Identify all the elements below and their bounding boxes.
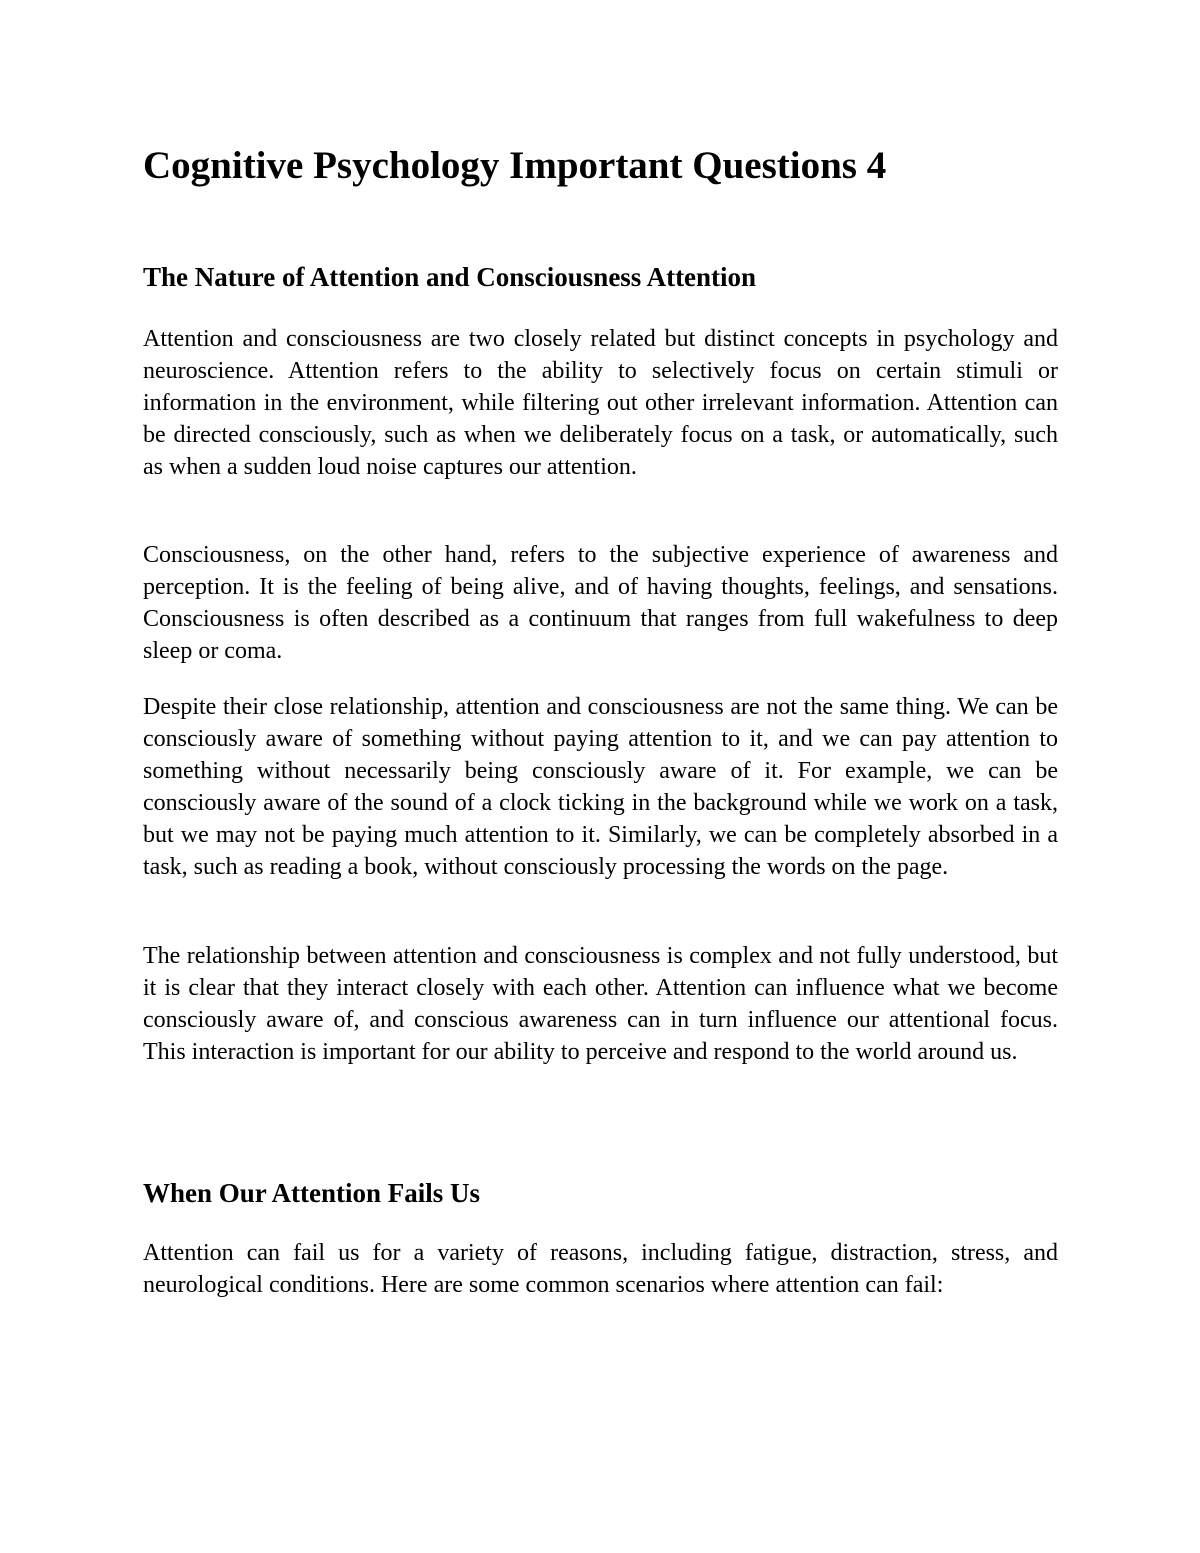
paragraph: Attention and consciousness are two closely related but distinct concepts in psychology and neuroscience. Attention refers to the ability to selectively focus on certain stimuli or information in the environment, while filtering out other irrelevant information. Attention can be directed consciously, such as when we deliberately focus on a task, or automatically, such as when a sudden loud noise captures our attention. — [143, 326, 1058, 480]
section-heading-nature-of-attention: The Nature of Attention and Consciousness Attention — [143, 262, 757, 292]
paragraph: Despite their close relationship, attention and consciousness are not the same thing. We can be consciously aware of something without paying attention to it, and we can pay attention to something without necessarily being consciously aware of it. For example, we can be consciously aware of the sound of a clock ticking in the background while we work on a task, but we may not be paying much attention to it. Similarly, we can be completely absorbed in a task, such as reading a book, without consciously processing the words on the page. — [143, 694, 1058, 880]
paragraph: The relationship between attention and consciousness is complex and not fully understood, but it is clear that they interact closely with each other. Attention can influence what we become consciously aware of, and conscious awareness can in turn influence our attentional focus. This interaction is important for our ability to perceive and respond to the world around us. — [143, 943, 1058, 1065]
document-title: Cognitive Psychology Important Questions 4 — [143, 144, 887, 187]
paragraph: Attention can fail us for a variety of reasons, including fatigue, distraction, stress, and neurological conditions. Here are some common scenarios where attention can fail: — [143, 1240, 1058, 1298]
paragraph: Consciousness, on the other hand, refers to the subjective experience of awareness and perception. It is the feeling of being alive, and of having thoughts, feelings, and sensations. Consciousness is often described as a continuum that ranges from full wakefulness to deep sleep or coma. — [143, 542, 1058, 664]
section-heading-attention-fails: When Our Attention Fails Us — [143, 1178, 481, 1208]
